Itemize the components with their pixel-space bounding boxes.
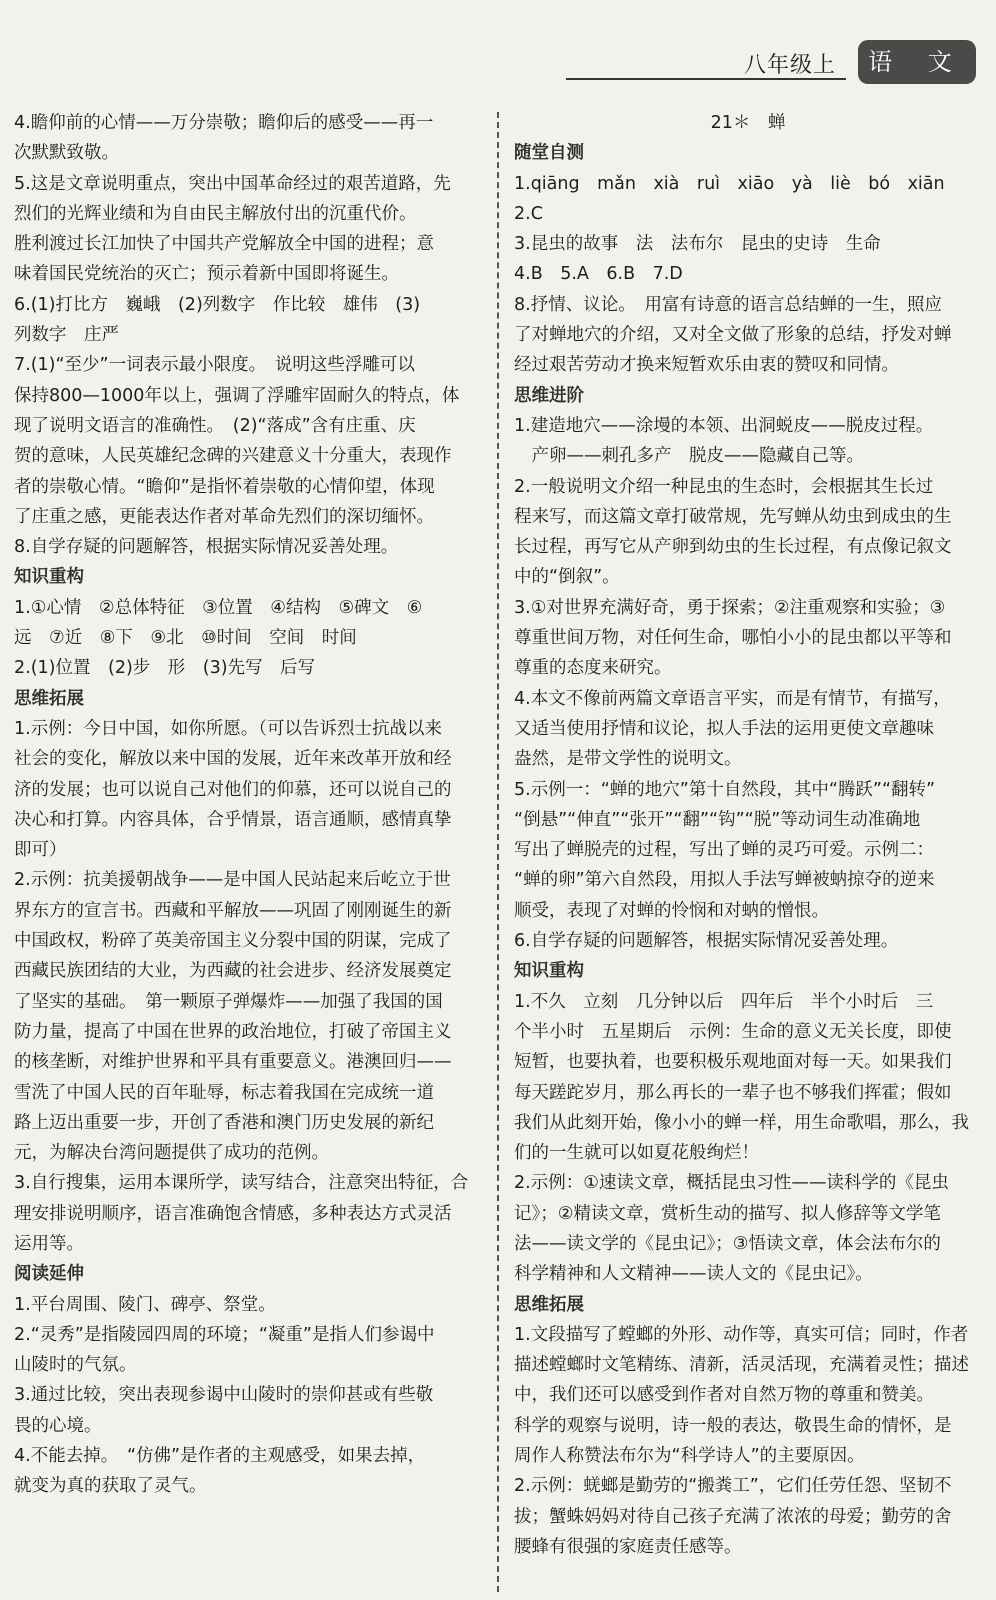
- answer-line: 1.不久 立刻 几分钟以后 四年后 半个小时后 三: [514, 991, 934, 1012]
- answer-line: 3.①对世界充满好奇，勇于探索；②注重观察和实验；③: [514, 597, 946, 618]
- answer-line: 2.示例：蜣螂是勤劳的“搬粪工”，它们任劳任怨、坚韧不: [514, 1476, 952, 1497]
- answer-line: 就变为真的获取了灵气。: [14, 1476, 207, 1497]
- answer-line: 列数字 庄严: [14, 325, 119, 346]
- answer-line: 写出了蝉脱壳的过程，写出了蝉的灵巧可爱。示例二：: [514, 840, 934, 861]
- answer-line: 拔；蟹蛛妈妈对待自己孩子充满了浓浓的母爱；勤劳的舍: [514, 1506, 952, 1527]
- column-divider: [497, 112, 499, 1592]
- answer-line: 经过艰苦劳动才换来短暂欢乐由衷的赞叹和同情。: [514, 355, 899, 376]
- answer-line: 每天蹉跎岁月，那么再长的一辈子也不够我们挥霍；假如: [514, 1082, 952, 1103]
- answer-line: 周作人称赞法布尔为“科学诗人”的主要原因。: [514, 1446, 865, 1467]
- answer-line: 现了说明文语言的准确性。 (2)“落成”含有庄重、庆: [14, 415, 416, 436]
- answer-line: 我们从此刻开始，像小小的蝉一样，用生命歌唱，那么，我: [514, 1112, 969, 1133]
- answer-line: 中，我们还可以感受到作者对自然万物的尊重和赞美。: [514, 1385, 934, 1406]
- answer-line: 3.通过比较，突出表现参谒中山陵时的崇仰甚或有些敬: [14, 1385, 434, 1406]
- grade-label: 八年级上: [743, 53, 836, 78]
- answer-line: 远 ⑦近 ⑧下 ⑨北 ⑩时间 空间 时间: [14, 628, 357, 649]
- answer-line: 个半小时 五星期后 示例：生命的意义无关长度，即使: [514, 1021, 952, 1042]
- answer-line: 2.一般说明文介绍一种昆虫的生态时，会根据其生长过: [514, 476, 934, 497]
- section-heading: 思维进阶: [514, 385, 584, 406]
- answer-line: 社会的变化，解放以来中国的发展，近年来改革开放和经: [14, 749, 452, 770]
- answer-line: “倒悬”“伸直”“张开”“翻”“钩”“脱”等动词生动准确地: [514, 809, 921, 830]
- answer-line: 4.瞻仰前的心情——万分崇敬；瞻仰后的感受——再一: [14, 113, 434, 133]
- answer-line: 决心和打算。内容具体，合乎情景，语言通顺，感情真挚: [14, 809, 452, 830]
- answer-line: 中的“倒叙”。: [514, 567, 620, 588]
- answer-line: 保持800—1000年以上，强调了浮雕牢固耐久的特点，体: [14, 385, 460, 406]
- answer-line: 胜利渡过长江加快了中国共产党解放全中国的进程；意: [14, 234, 434, 255]
- answer-line: 山陵时的气氛。: [14, 1355, 137, 1376]
- left-column: [14, 108, 482, 1502]
- answer-line: 科学的观察与说明，诗一般的表达，敬畏生命的情怀，是: [514, 1415, 952, 1436]
- answer-line: 4.本文不像前两篇文章语言平实，而是有情节，有描写，: [514, 688, 951, 709]
- answer-line: 程来写，而这篇文章打破常规，先写蝉从幼虫到成虫的生: [514, 506, 952, 527]
- answer-line: 元，为解决台湾问题提供了成功的范例。: [14, 1143, 329, 1164]
- answer-line: 贺的意味，人民英雄纪念碑的兴建意义十分重大，表现作: [14, 446, 452, 467]
- answer-line: 6.(1)打比方 巍峨 (2)列数字 作比较 雄伟 (3): [14, 294, 421, 315]
- answer-line: 尊重的态度来研究。: [514, 658, 672, 679]
- answer-line: 防力量，提高了中国在世界的政治地位，打破了帝国主义: [14, 1021, 452, 1042]
- answer-line: 8.抒情、议论。 用富有诗意的语言总结蝉的一生，照应: [514, 294, 942, 315]
- answer-line: 短暂，也要执着，也要积极乐观地面对每一天。如果我们: [514, 1052, 952, 1073]
- answer-line: 描述螳螂时文笔精练、清新，活灵活现，充满着灵性；描述: [514, 1355, 969, 1376]
- answer-line: 雪洗了中国人民的百年耻辱，标志着我国在完成统一道: [14, 1082, 434, 1103]
- answer-line: 长过程，再写它从产卵到幼虫的生长过程，有点像记叙文: [514, 537, 952, 558]
- answer-line: 即可）: [14, 840, 67, 861]
- answer-line: 2.C: [514, 203, 543, 224]
- answer-line: 1.建造地穴——涂墁的本领、出洞蜕皮——脱皮过程。: [514, 415, 934, 436]
- section-heading: 随堂自测: [514, 143, 584, 164]
- answer-line: 又适当使用抒情和议论，拟人手法的运用更使文章趣味: [514, 718, 934, 739]
- answer-line: 4.不能去掉。 “仿佛”是作者的主观感受，如果去掉，: [14, 1446, 426, 1467]
- answer-line: 1.平台周围、陵门、碑亭、祭堂。: [14, 1294, 276, 1315]
- answer-line: 2.“灵秀”是指陵园四周的环境；“凝重”是指人们参谒中: [14, 1324, 435, 1345]
- answer-line: 1.文段描写了螳螂的外形、动作等，真实可信；同时，作者: [514, 1324, 969, 1345]
- answer-line: 烈们的光辉业绩和为自由民主解放付出的沉重代价。: [14, 203, 417, 224]
- answer-line: 2.示例：①速读文章，概括昆虫习性——读科学的《昆虫: [514, 1173, 949, 1194]
- answer-line: 记》；②精读文章，赏析生动的描写、拟人修辞等文学笔: [514, 1203, 941, 1224]
- answer-line: 者的崇敬心情。“瞻仰”是指怀着崇敬的心情仰望，体现: [14, 476, 435, 497]
- answer-line: 的核垄断，对维护世界和平具有重要意义。港澳回归——: [14, 1052, 452, 1073]
- answer-line: 5.这是文章说明重点，突出中国革命经过的艰苦道路，先: [14, 173, 451, 194]
- answer-line: 们的一生就可以如夏花般绚烂！: [514, 1143, 759, 1164]
- answer-line: 法——读文学的《昆虫记》；③悟读文章，体会法布尔的: [514, 1233, 941, 1254]
- section-heading: 思维拓展: [514, 1294, 584, 1315]
- answer-line: 路上迈出重要一步，开创了香港和澳门历史发展的新纪: [14, 1112, 434, 1133]
- section-heading: 思维拓展: [14, 688, 84, 709]
- answer-line: 了对蝉地穴的介绍，又对全文做了形象的总结，抒发对蝉: [514, 325, 952, 346]
- answer-line: 味着国民党统治的灭亡；预示着新中国即将诞生。: [14, 264, 399, 285]
- answer-line: 1.示例：今日中国，如你所愿。（可以告诉烈士抗战以来: [14, 718, 442, 739]
- answer-line: 了坚实的基础。 第一颗原子弹爆炸——加强了我国的国: [14, 991, 443, 1012]
- answer-line: 3.昆虫的故事 法 法布尔 昆虫的史诗 生命: [514, 234, 881, 255]
- answer-line: 6.自学存疑的问题解答，根据实际情况妥善处理。: [514, 931, 899, 952]
- answer-line: 腰蜂有很强的家庭责任感等。: [514, 1536, 742, 1557]
- answer-line: 济的发展；也可以说自己对他们的仰慕，还可以说自己的: [14, 779, 452, 800]
- lesson-title: 21＊ 蝉: [710, 113, 786, 133]
- answer-line: 界东方的宣言书。西藏和平解放——巩固了刚刚诞生的新: [14, 900, 452, 921]
- answer-line: 盎然，是带文学性的说明文。: [514, 749, 742, 770]
- answer-line: 理安排说明顺序，语言准确饱含情感，多种表达方式灵活: [14, 1203, 452, 1224]
- answer-line: 5.示例一：“蝉的地穴”第十自然段，其中“腾跃”“翻转”: [514, 779, 936, 800]
- answer-line: 中国政权，粉碎了英美帝国主义分裂中国的阴谋，完成了: [14, 931, 452, 952]
- answer-line: 8.自学存疑的问题解答，根据实际情况妥善处理。: [14, 537, 399, 558]
- answer-line: 7.(1)“至少”一词表示最小限度。 说明这些浮雕可以: [14, 355, 415, 376]
- answer-line: 3.自行搜集，运用本课所学，读写结合，注意突出特征，合: [14, 1173, 469, 1194]
- answer-line: 了庄重之感，更能表达作者对革命先烈们的深切缅怀。: [14, 506, 434, 527]
- answer-line: 2.示例：抗美援朝战争——是中国人民站起来后屹立于世: [14, 870, 451, 891]
- answer-line: 产卵——刺孔多产 脱皮——隐藏自己等。: [514, 446, 864, 467]
- answer-line: “蝉的卵”第六自然段，用拟人手法写蝉被蚋掠夺的逆来: [514, 870, 935, 891]
- answer-line: 2.(1)位置 (2)步 形 (3)先写 后写: [14, 658, 316, 679]
- answer-line: 尊重世间万物，对任何生命，哪怕小小的昆虫都以平等和: [514, 628, 952, 649]
- answer-line: 次默默致敬。: [14, 143, 119, 164]
- right-column: [514, 108, 982, 1562]
- answer-line: 4.B 5.A 6.B 7.D: [514, 264, 683, 285]
- answer-line: 1.①心情 ②总体特征 ③位置 ④结构 ⑤碑文 ⑥: [14, 597, 423, 618]
- answer-line: 运用等。: [14, 1233, 84, 1254]
- header-rule: [566, 78, 846, 80]
- answer-line: 畏的心境。: [14, 1415, 102, 1436]
- section-heading: 阅读延伸: [14, 1264, 84, 1285]
- section-heading: 知识重构: [514, 961, 584, 982]
- answer-line: 西藏民族团结的大业，为西藏的社会进步、经济发展奠定: [14, 961, 452, 982]
- subject-badge: 语 文: [858, 40, 976, 84]
- answer-line: 顺受，表现了对蝉的怜悯和对蚋的憎恨。: [514, 900, 829, 921]
- page-header: [0, 40, 996, 92]
- answer-line: 1.qiāng mǎn xià ruì xiāo yà liè bó xiān: [514, 173, 945, 194]
- answer-line: 科学精神和人文精神——读人文的《昆虫记》。: [514, 1264, 873, 1285]
- section-heading: 知识重构: [14, 567, 84, 588]
